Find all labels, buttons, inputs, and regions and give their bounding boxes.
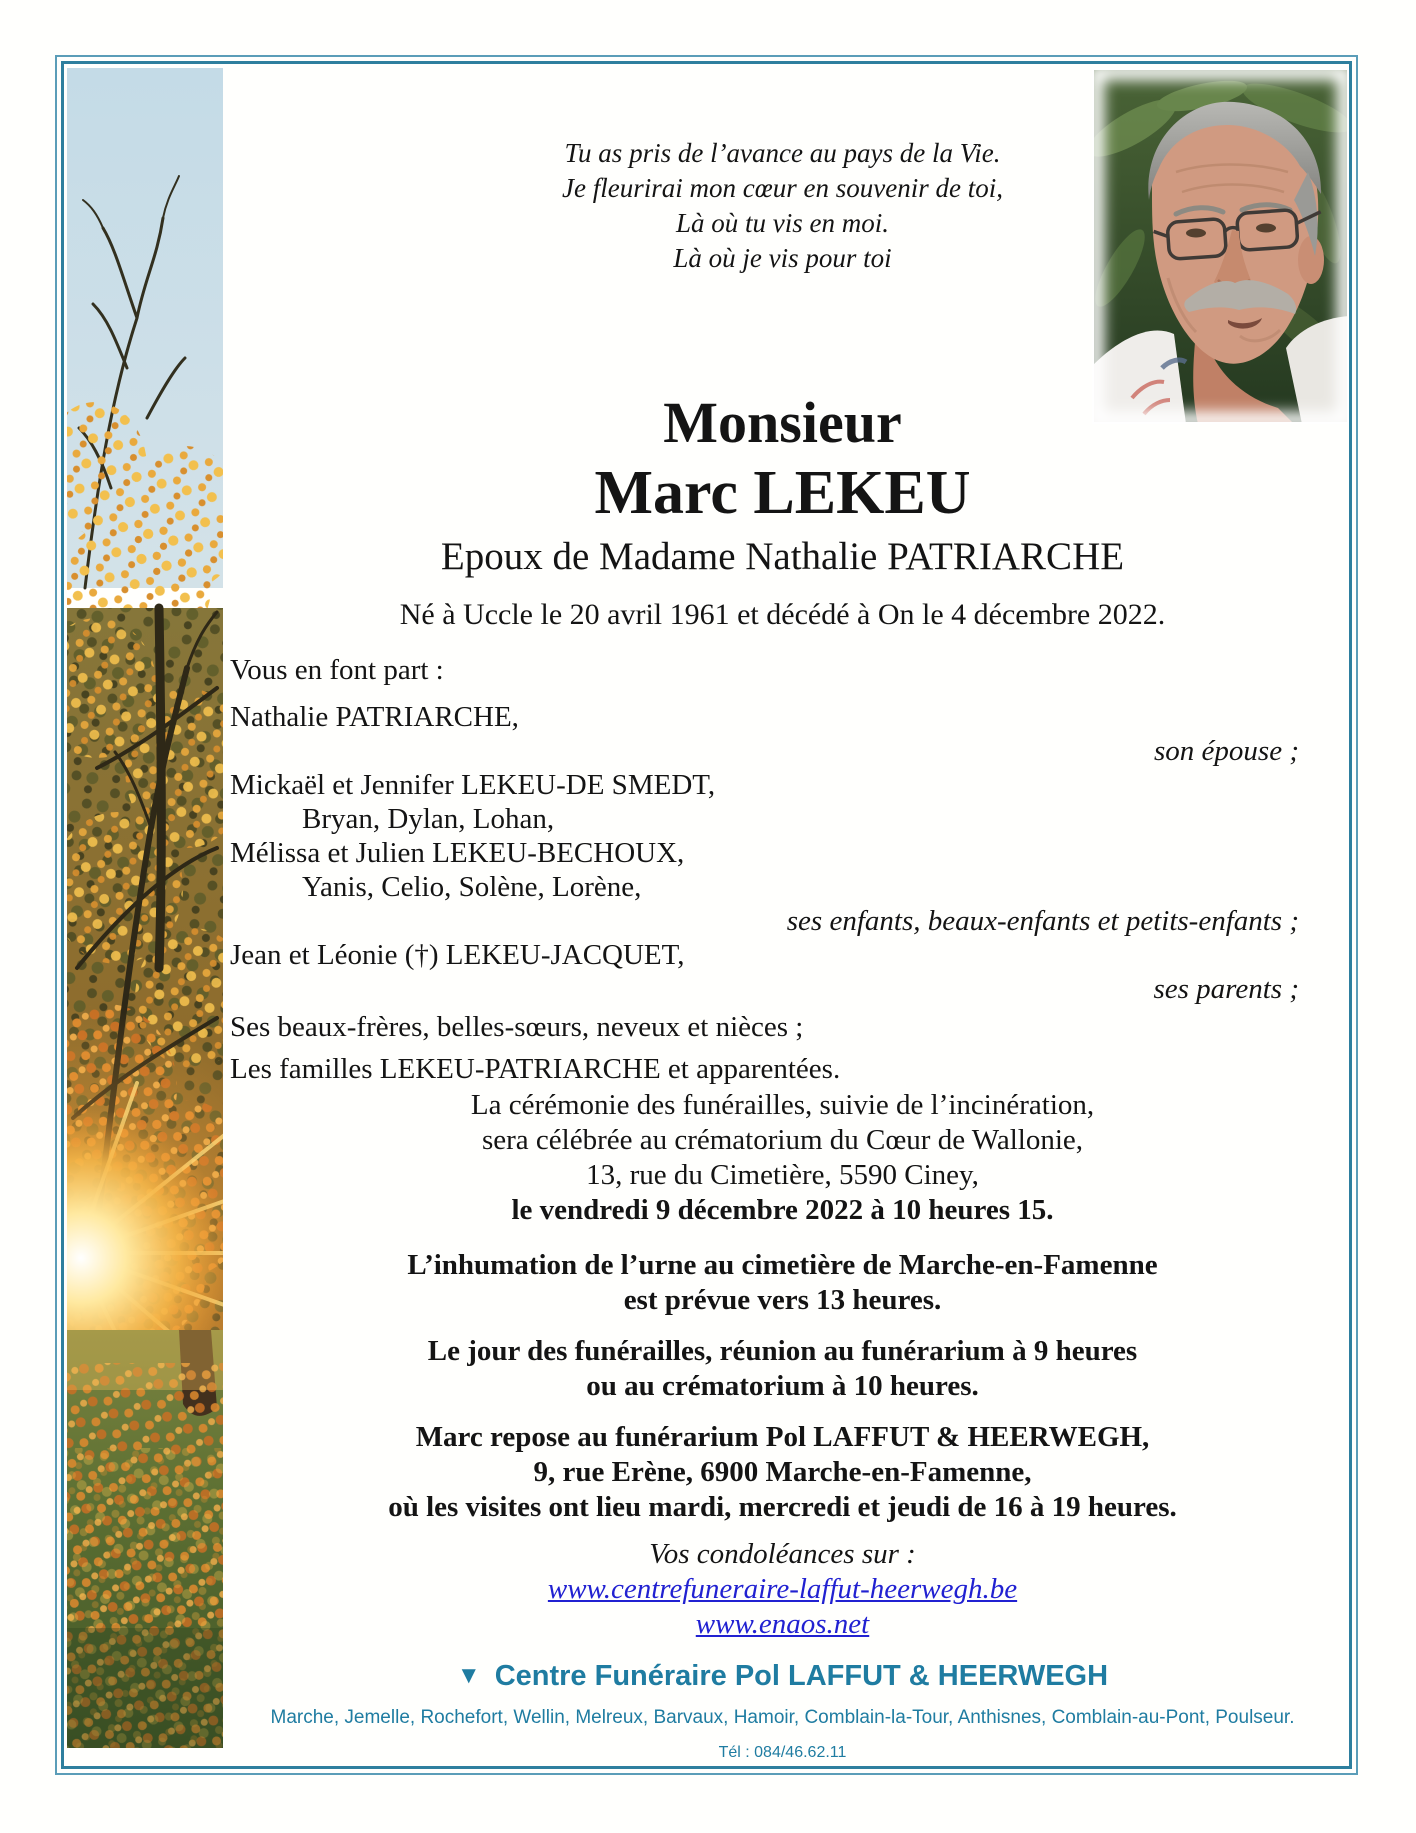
funeral-home-heading	[230, 1658, 1335, 1694]
meeting-line: Le jour des funérailles, réunion au funérarium à 9 heures	[427, 1335, 1138, 1367]
poem-line: Je fleurirai mon cœur en souvenir de toi,	[562, 173, 1003, 203]
ceremony-line: 13, rue du Cimetière, 5590 Ciney,	[586, 1159, 979, 1191]
family-member-line: Nathalie PATRIARCHE,	[230, 701, 519, 733]
meeting-line: ou au crématorium à 10 heures.	[586, 1370, 979, 1402]
inhumation-paragraph	[230, 1248, 1335, 1318]
ceremony-line: La cérémonie des funérailles, suivie de l’incinération,	[470, 1089, 1095, 1121]
meeting-paragraph	[230, 1334, 1335, 1404]
inhumation-line: est prévue vers 13 heures.	[623, 1284, 942, 1316]
visitation-line: Marc repose au funérarium Pol LAFFUT & HEERWEGH,	[415, 1421, 1150, 1453]
ceremony-line: sera célébrée au crématorium du Cœur de Wallonie,	[481, 1124, 1084, 1156]
announcement-intro: Vous en font part :	[230, 654, 444, 686]
inhumation-line: L’inhumation de l’urne au cimetière de Marche-en-Famenne	[407, 1249, 1158, 1281]
autumn-forest-photo	[67, 68, 223, 1748]
relation-label: ses parents ;	[1153, 973, 1299, 1005]
life-dates-line: Né à Uccle le 20 avril 1961 et décédé à On le 4 décembre 2022.	[399, 598, 1166, 631]
ceremony-details	[230, 1088, 1335, 1642]
funeral-home-footer	[230, 1658, 1335, 1764]
family-member-line: Mickaël et Jennifer LEKEU-DE SMEDT,	[230, 769, 716, 801]
condolences-link-enaos[interactable]: www.enaos.net	[695, 1608, 870, 1640]
funeral-home-name: Centre Funéraire Pol LAFFUT & HEERWEGH	[494, 1660, 1109, 1692]
poem-line: Là où je vis pour toi	[673, 243, 892, 273]
relation-label: ses enfants, beaux-enfants et petits-enfants ;	[786, 905, 1299, 937]
family-member-line: Les familles LEKEU-PATRIARCHE et apparentées.	[230, 1053, 841, 1085]
funeral-ceremony-paragraph	[230, 1088, 1335, 1228]
relation-label: son épouse ;	[1154, 735, 1299, 767]
condolences-block	[230, 1537, 1335, 1642]
family-member-line: Mélissa et Julien LEKEU-BECHOUX,	[230, 837, 685, 869]
visitation-paragraph	[230, 1420, 1335, 1525]
family-announcement	[230, 652, 1335, 1086]
deceased-name: Marc LEKEU	[594, 459, 971, 527]
condolences-link-funeral-home[interactable]: www.centrefuneraire-laffut-heerwegh.be	[547, 1573, 1018, 1605]
visitation-line: où les visites ont lieu mardi, mercredi et jeudi de 16 à 19 heures.	[388, 1491, 1177, 1523]
poem-line: Là où tu vis en moi.	[676, 208, 889, 238]
triangle-down-icon: ▼	[456, 1662, 481, 1689]
family-member-line: Yanis, Celio, Solène, Lorène,	[302, 871, 642, 903]
condolences-label: Vos condoléances sur :	[649, 1538, 916, 1570]
family-member-line: Ses beaux-frères, belles-sœurs, neveux et nièces ;	[230, 1011, 804, 1043]
family-member-line: Bryan, Dylan, Lohan,	[302, 803, 555, 835]
deceased-title: Monsieur	[663, 390, 902, 455]
spouse-line: Epoux de Madame Nathalie PATRIARCHE	[440, 535, 1125, 578]
visitation-line: 9, rue Erène, 6900 Marche-en-Famenne,	[533, 1456, 1032, 1488]
family-member-line: Jean et Léonie (†) LEKEU-JACQUET,	[230, 939, 685, 971]
ceremony-date-line: le vendredi 9 décembre 2022 à 10 heures 15.	[511, 1194, 1054, 1226]
memorial-poem	[230, 136, 1335, 276]
funeral-home-locations: Marche, Jemelle, Rochefort, Wellin, Melreux, Barvaux, Hamoir, Comblain-la-Tour, Anthisnes, Comblain-au-Pont, Poulseur.	[270, 1707, 1295, 1728]
funeral-home-phone: Tél : 084/46.62.11	[718, 1744, 847, 1761]
poem-line: Tu as pris de l’avance au pays de la Vie.	[564, 138, 1001, 168]
